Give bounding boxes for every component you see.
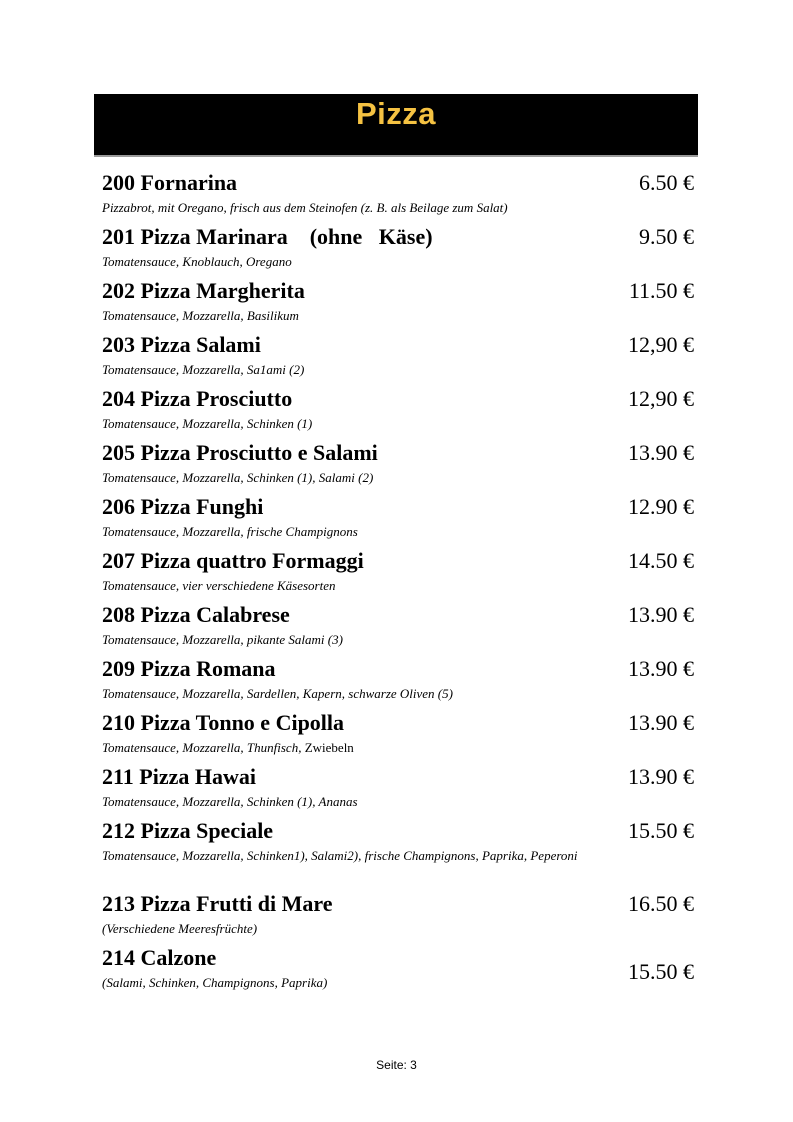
menu-item	[102, 384, 694, 438]
menu-item	[102, 816, 694, 889]
item-description: Tomatensauce, Mozzarella, pikante Salami (3)	[102, 632, 343, 647]
item-price: 14.50 €	[628, 548, 694, 573]
item-price: 15.50 €	[628, 959, 694, 984]
menu-item	[102, 276, 694, 330]
menu-item	[102, 438, 694, 492]
item-name: 210 Pizza Tonno e Cipolla	[102, 710, 345, 735]
item-price: 12,90 €	[628, 332, 694, 357]
item-description: Tomatensauce, Mozzarella, Thunfisch, Zwiebeln	[102, 740, 354, 755]
menu-item	[102, 654, 694, 708]
item-description: Tomatensauce, Mozzarella, Sa1ami (2)	[102, 362, 305, 377]
item-description: (Salami, Schinken, Champignons, Paprika)	[102, 975, 328, 990]
item-name: 202 Pizza Margherita	[102, 278, 305, 303]
item-description: Tomatensauce, Mozzarella, Sardellen, Kapern, schwarze Oliven (5)	[102, 686, 453, 701]
item-name: 203 Pizza Salami	[102, 332, 261, 357]
item-name: 213 Pizza Frutti di Mare	[102, 891, 333, 916]
page-number: Seite: 3	[376, 1058, 417, 1072]
item-description: Tomatensauce, Mozzarella, frische Champignons	[102, 524, 358, 539]
item-name: 200 Fornarina	[102, 170, 238, 195]
item-price: 16.50 €	[628, 891, 694, 916]
item-description: (Verschiedene Meeresfrüchte)	[102, 921, 258, 936]
item-price: 12,90 €	[628, 386, 694, 411]
item-description: Tomatensauce, Knoblauch, Oregano	[102, 254, 292, 269]
item-price: 15.50 €	[628, 818, 694, 843]
menu-item	[102, 600, 694, 654]
menu-item	[102, 762, 694, 816]
item-price: 13.90 €	[628, 710, 694, 735]
item-description: Pizzabrot, mit Oregano, frisch aus dem Steinofen (z. B. als Beilage zum Salat)	[102, 200, 508, 215]
item-description: Tomatensauce, Mozzarella, Schinken (1), Salami (2)	[102, 470, 374, 485]
menu-item	[102, 222, 694, 276]
item-name: 204 Pizza Prosciutto	[102, 386, 293, 411]
item-name: 211 Pizza Hawai	[102, 764, 256, 789]
item-price: 12.90 €	[628, 494, 694, 519]
item-description: Tomatensauce, vier verschiedene Käsesorten	[102, 578, 336, 593]
item-name: 208 Pizza Calabrese	[102, 602, 290, 627]
menu-item	[102, 492, 694, 546]
item-name: 205 Pizza Prosciutto e Salami	[102, 440, 378, 465]
item-name: 212 Pizza Speciale	[102, 818, 274, 843]
menu-list	[102, 168, 694, 997]
menu-item	[102, 889, 694, 943]
item-price: 11.50 €	[628, 278, 694, 303]
item-description: Tomatensauce, Mozzarella, Basilikum	[102, 308, 299, 323]
item-description: Tomatensauce, Mozzarella, Schinken (1)	[102, 416, 313, 431]
item-price: 13.90 €	[628, 602, 694, 627]
item-price: 13.90 €	[628, 764, 694, 789]
item-price: 13.90 €	[628, 440, 694, 465]
menu-item	[102, 546, 694, 600]
menu-item	[102, 943, 694, 997]
item-description: Tomatensauce, Mozzarella, Schinken (1), Ananas	[102, 794, 358, 809]
item-name: 201 Pizza Marinara (ohne Käse)	[102, 224, 433, 249]
menu-item	[102, 330, 694, 384]
section-title: Pizza	[355, 96, 437, 131]
item-price: 9.50 €	[639, 224, 694, 249]
item-price: 6.50 €	[639, 170, 694, 195]
item-price: 13.90 €	[628, 656, 694, 681]
item-name: 209 Pizza Romana	[102, 656, 276, 681]
section-header	[94, 94, 698, 157]
menu-item	[102, 168, 694, 222]
item-name: 214 Calzone	[102, 945, 217, 970]
menu-item	[102, 708, 694, 762]
item-description-extra: Zwiebeln	[301, 740, 354, 755]
item-description: Tomatensauce, Mozzarella, Schinken1), Salami2), frische Champignons, Paprika, Peperoni	[102, 848, 578, 863]
item-name: 206 Pizza Funghi	[102, 494, 264, 519]
item-name: 207 Pizza quattro Formaggi	[102, 548, 364, 573]
